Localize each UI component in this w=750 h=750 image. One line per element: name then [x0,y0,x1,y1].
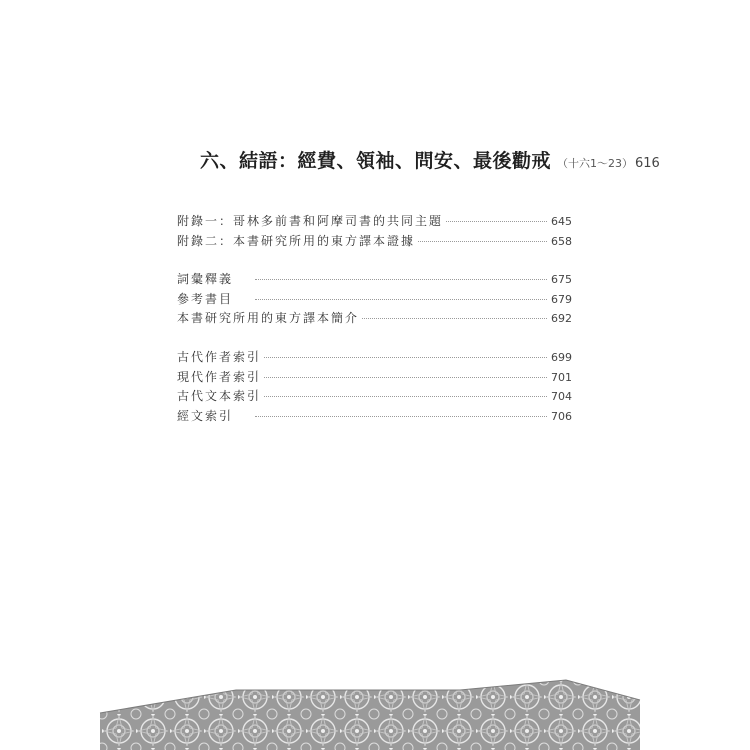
toc-entry-page: 675 [551,273,572,286]
dot-leader [264,377,547,378]
toc-entry-label: 古代作者索引 [177,350,262,364]
heading-title: 六、結語：經費、領袖、問安、最後勸戒 [200,150,552,172]
toc-entry-page: 699 [551,351,572,364]
toc-entry-label: 附錄二：本書研究所用的東方譯本證據 [177,233,416,248]
toc-entry-page: 704 [551,390,572,403]
toc-entry-page: 692 [551,312,572,325]
section-heading [200,146,660,172]
toc-entry-label: 參考書目 [177,291,234,306]
dot-leader [255,299,547,300]
toc-entry-label: 詞彙釋義 [177,272,234,286]
dot-leader [362,318,547,319]
toc-entry[interactable] [177,309,572,329]
toc-entry-page: 701 [551,370,572,384]
toc-entry[interactable] [177,270,572,290]
toc-entry-page: 645 [551,215,572,228]
toc-entry[interactable] [177,232,572,252]
toc-entry-label: 古代文本索引 [177,389,262,403]
toc-entry-page: 658 [551,234,572,248]
heading-page-number: 616 [635,156,660,171]
toc-group-indexes [177,348,572,426]
dot-leader [418,241,547,242]
toc-entry[interactable] [177,348,572,368]
toc-entry[interactable] [177,212,572,232]
toc-entry-page: 679 [551,292,572,306]
toc-entry[interactable] [177,368,572,388]
dot-leader [255,416,547,417]
toc-entry-label: 現代作者索引 [177,369,262,384]
dot-leader [446,221,547,222]
toc-entry-label: 本書研究所用的東方譯本簡介 [177,311,360,325]
toc-group-appendices [177,212,572,251]
toc-entry-label: 經文索引 [177,408,234,423]
dot-leader [264,357,547,358]
dot-leader [255,279,547,280]
toc-entry[interactable] [177,407,572,427]
toc-entry[interactable] [177,387,572,407]
toc-group-reference [177,270,572,329]
toc-entry[interactable] [177,290,572,310]
toc-entry-page: 706 [551,409,572,423]
heading-verse-range: （十六1～23） [557,157,634,170]
dot-leader [264,396,547,397]
toc-entry-label: 附錄一：哥林多前書和阿摩司書的共同主題 [177,214,444,228]
